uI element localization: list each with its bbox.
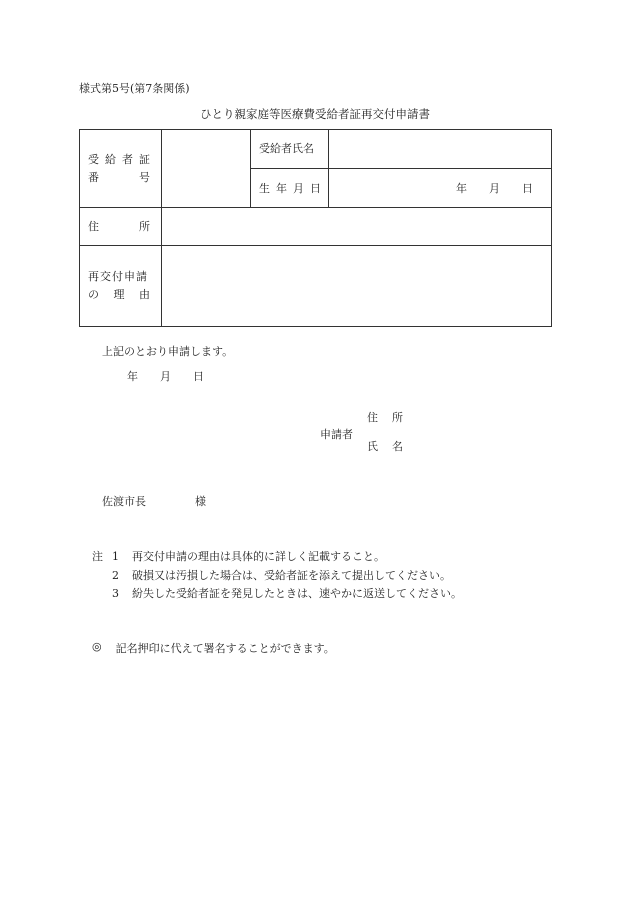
declaration-text: 上記のとおり申請します。 [102, 345, 234, 358]
signature-remark: ◎ 記名押印に代えて署名することができます。 [92, 640, 335, 655]
applicant-address-label: 住 所 [367, 411, 403, 424]
cert-number-field[interactable] [162, 130, 251, 208]
application-table [79, 129, 552, 327]
note-item: 3 紛失した受給者証を発見したときは、速やかに返送してください。 [112, 587, 462, 600]
applicant-name-label: 氏 名 [367, 440, 403, 453]
reason-field[interactable] [162, 246, 552, 327]
addressee-mayor: 佐渡市長 [102, 495, 146, 508]
document-title: ひとり親家庭等医療費受給者証再交付申請書 [200, 107, 430, 121]
addressee-honorific: 様 [195, 495, 206, 508]
address-field[interactable] [162, 208, 552, 246]
address-label: 住 所 [80, 208, 162, 246]
note-item: 注 1 再交付申請の理由は具体的に詳しく記載すること。 [92, 548, 462, 567]
reason-label: 再交付申請 の 理 由 [80, 246, 162, 327]
notes-heading: 注 [92, 550, 103, 563]
note-item: 2 破損又は汚損した場合は、受給者証を添えて提出してください。 [112, 568, 451, 582]
form-number: 様式第5号(第7条関係) [79, 82, 190, 95]
application-date[interactable]: 年 月 日 [127, 370, 204, 383]
recipient-name-label: 受給者氏名 [251, 130, 329, 169]
dob-field[interactable]: 年 月 日 [329, 169, 552, 208]
dob-label: 生 年 月 日 [251, 169, 329, 208]
double-circle-icon: ◎ [92, 640, 102, 653]
applicant-label: 申請者 [320, 428, 353, 441]
cert-number-label: 受 給 者 証 番 号 [80, 130, 162, 208]
notes-section [92, 548, 462, 604]
recipient-name-field[interactable] [329, 130, 552, 169]
